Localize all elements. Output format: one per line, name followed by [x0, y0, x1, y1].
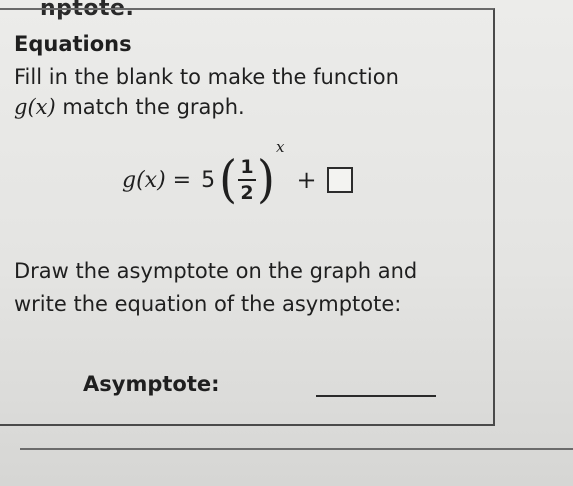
fraction-numerator: 1: [240, 156, 254, 178]
asymptote-prompt: [14, 255, 494, 321]
instruction-text: [14, 62, 484, 122]
section-heading: Equations: [14, 32, 132, 56]
fraction-denominator: 2: [240, 182, 254, 204]
asymptote-label: Asymptote:: [83, 372, 220, 396]
equation-power: [219, 138, 285, 209]
equation-plus: +: [296, 166, 317, 194]
equation-lhs: g(x) =: [122, 167, 192, 193]
answer-blank-box[interactable]: [327, 167, 353, 193]
function-name: g(x): [14, 95, 56, 119]
function-equation: [122, 140, 353, 220]
fraction-bar: [238, 179, 256, 181]
equation-coefficient: 5: [201, 167, 216, 193]
prompt-line-2: write the equation of the asymptote:: [14, 292, 402, 316]
left-paren: (: [219, 149, 238, 209]
equation-exponent: x: [276, 138, 285, 156]
bottom-divider: [20, 448, 573, 450]
prompt-line-1: Draw the asymptote on the graph and: [14, 259, 418, 283]
right-paren: ): [257, 149, 275, 209]
cropped-top-text: nptote.: [40, 0, 135, 21]
instruction-line-2: match the graph.: [55, 95, 245, 119]
instruction-line-1: Fill in the blank to make the function: [14, 65, 399, 89]
asymptote-answer-line[interactable]: [316, 395, 436, 397]
equation-base-fraction: [238, 156, 256, 204]
